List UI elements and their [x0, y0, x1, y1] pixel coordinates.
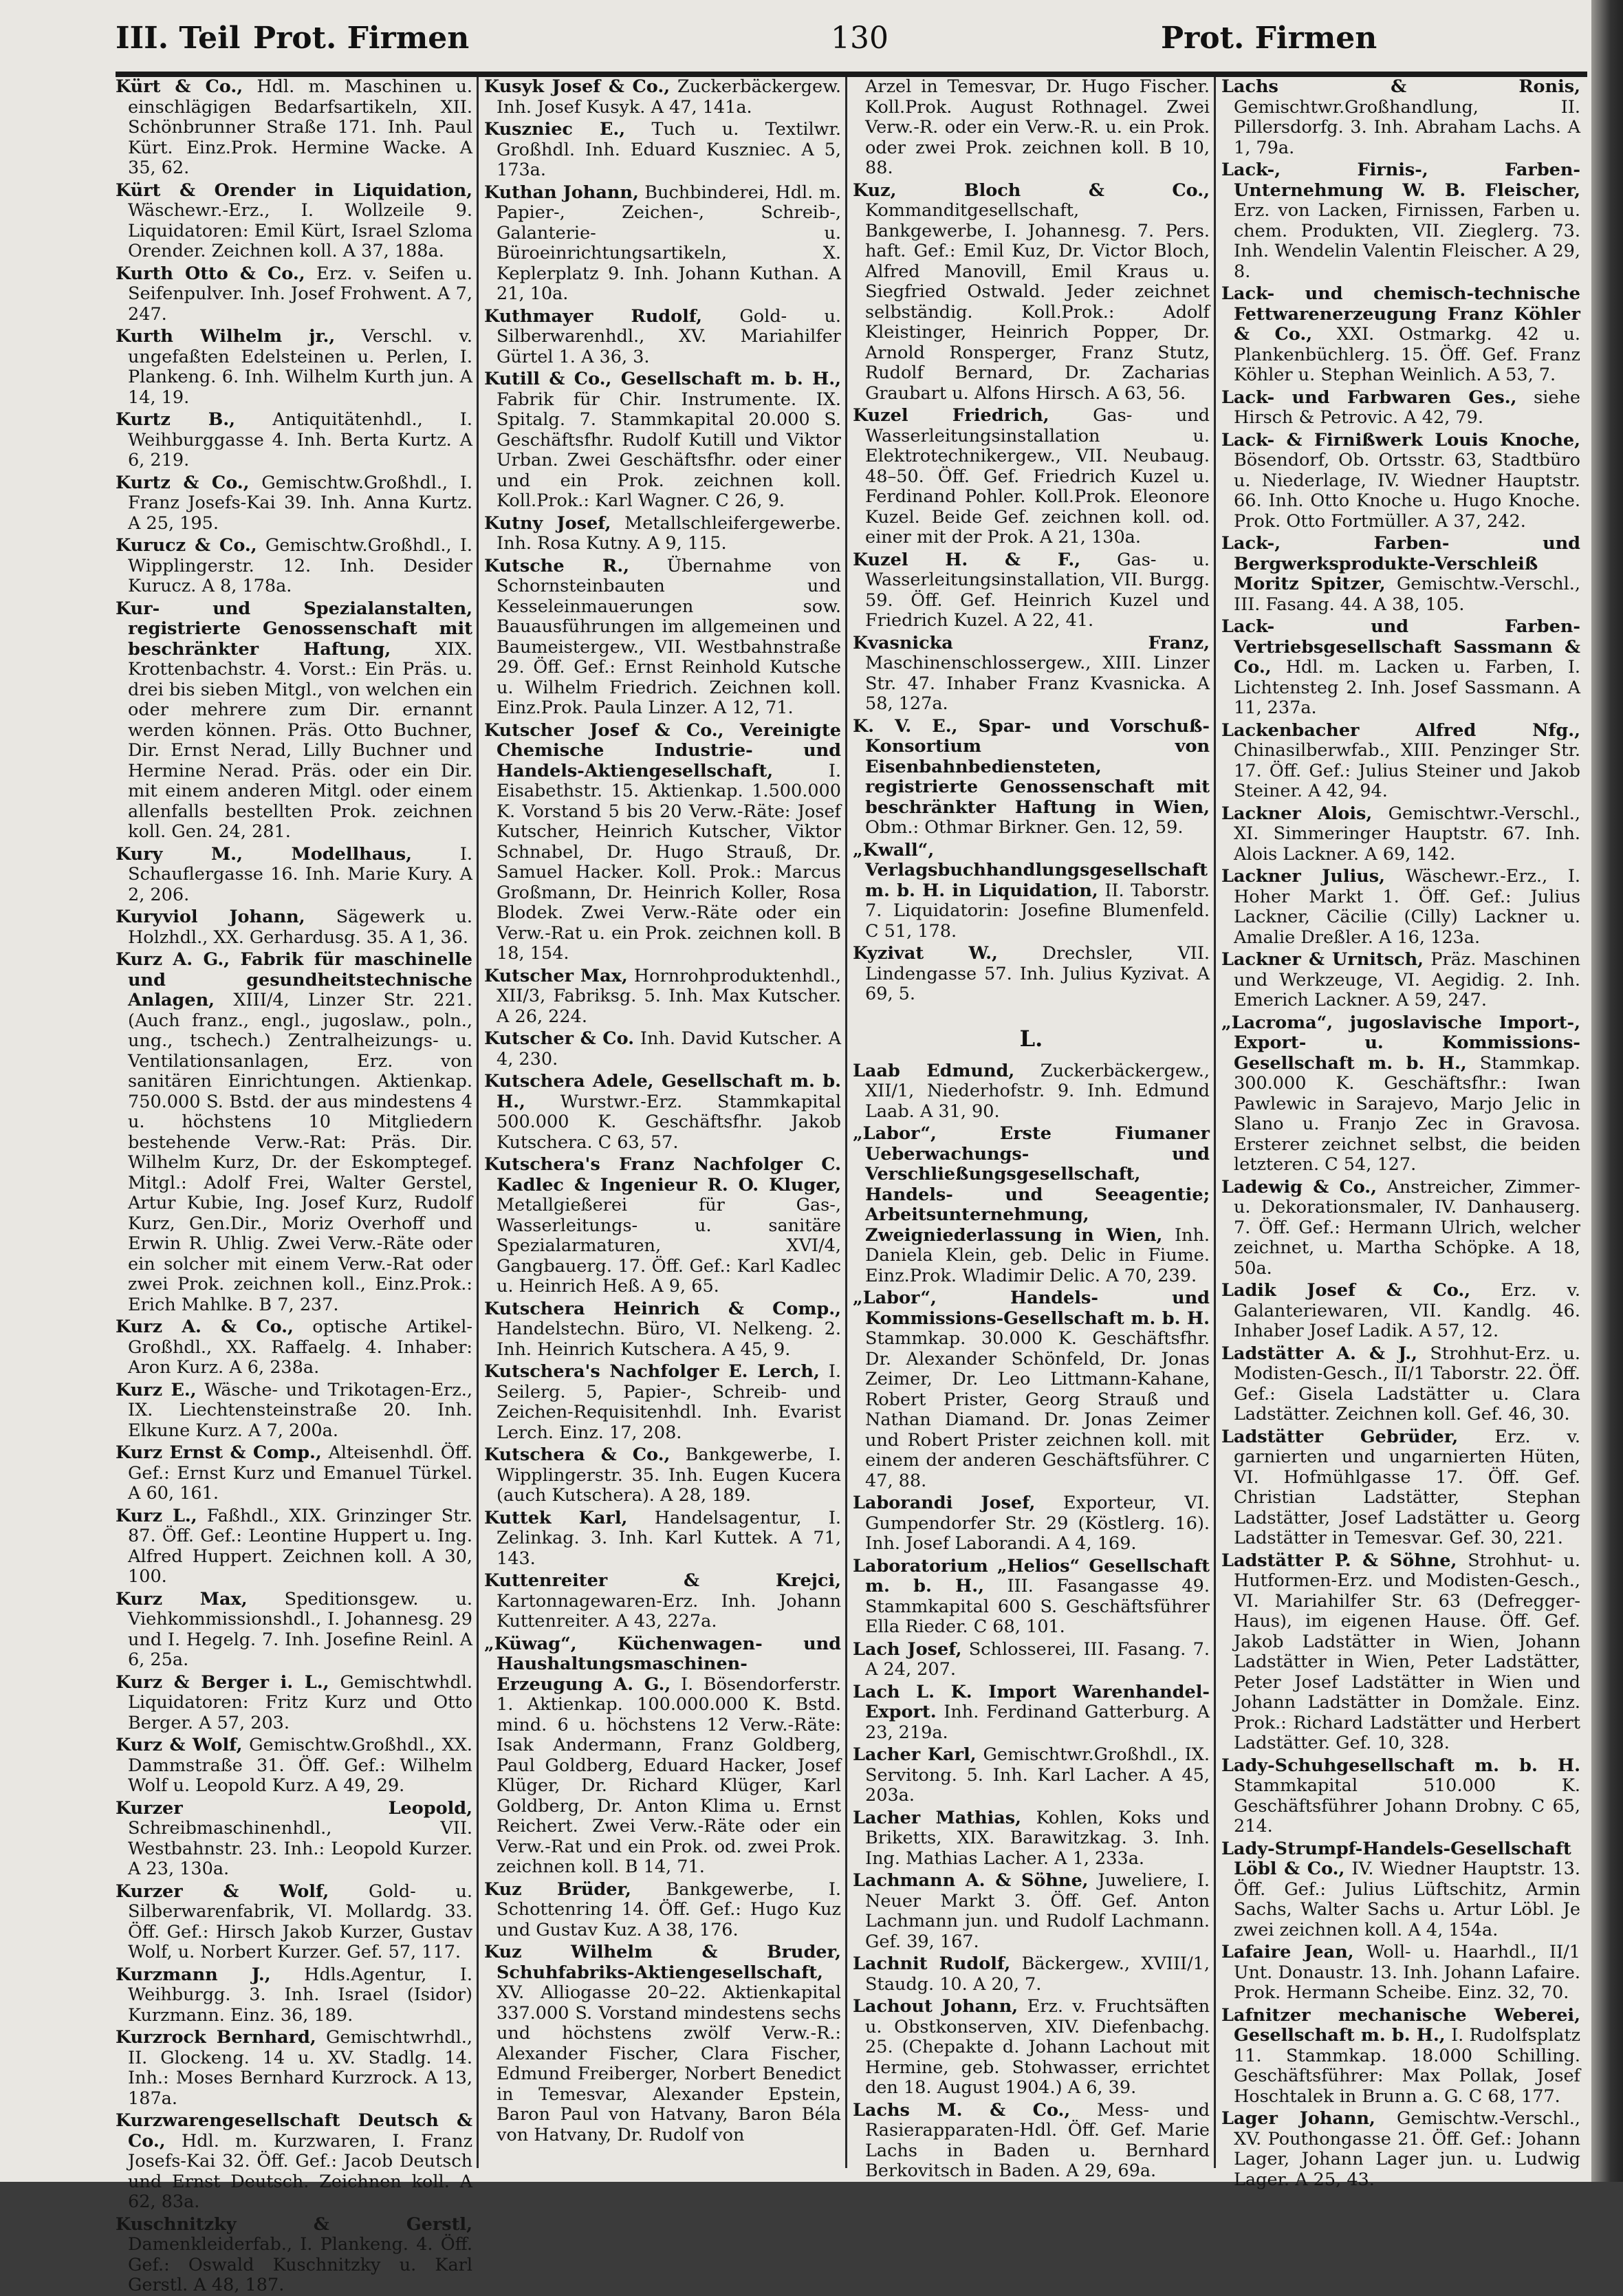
firm-details: Maschinenschlossergew., XIII. Linzer Str. 47. Inhaber Franz Kvasnicka. A 58, 127a. [865, 653, 1210, 714]
section-letter: L. [1019, 1025, 1043, 1052]
firm-name: Lack- und chemisch-technische Fettwarenerzeugung Franz Köhler & Co., [1221, 283, 1580, 345]
firm-details: Juweliere, I. Neuer Markt 3. Öff. Gef. Anton Lachmann jun. und Rudolf Lachmann. Gef. 39, 167. [865, 1870, 1210, 1952]
directory-entry [853, 1640, 1210, 1680]
firm-name: Kutschera Heinrich & Comp., [484, 1298, 841, 1319]
directory-entry [853, 1557, 1210, 1638]
firm-details: Gemischtwhdl. Liquidatoren: Fritz Kurz und Otto Berger. A 57, 203. [128, 1671, 472, 1733]
firm-name: Lackner Alois, [1221, 803, 1373, 824]
directory-entry [484, 1508, 841, 1570]
directory-entry [116, 410, 472, 471]
firm-details: Antiquitätenhdl., I. Weihburggasse 4. Inh. Berta Kurtz. A 6, 219. [128, 409, 472, 470]
firm-name: Kurzwarengesellschaft Deutsch & Co., [116, 2110, 472, 2152]
firm-details: Wurstwr.-Erz. Stammkapital 500.000 K. Geschäftsfhr. Jakob Kutschera. C 63, 57. [497, 1091, 841, 1153]
directory-entry [853, 1682, 1210, 1744]
firm-name: Kutschera's Nachfolger E. Lerch, [484, 1361, 820, 1382]
directory-entry [116, 77, 472, 179]
firm-name: Lady-Schuhgesellschaft m. b. H. [1221, 1755, 1580, 1776]
column-4 [1216, 76, 1584, 2190]
left-running-title: Prot. Firmen [253, 21, 470, 56]
page-edge-shadow [1591, 0, 1623, 2182]
directory-entry [116, 1317, 472, 1378]
firm-details: Zuckerbäckergew. Inh. Josef Kusyk. A 47, 141a. [497, 76, 842, 118]
directory-entry [853, 406, 1210, 548]
firm-details: Handelsagentur, I. Zelinkag. 3. Inh. Karl Kuttek. A 71, 143. [497, 1507, 842, 1569]
directory-entry [1221, 77, 1580, 158]
directory-entry [853, 181, 1210, 404]
directory-entry [1221, 1344, 1580, 1425]
firm-name: Ladewig & Co., [1221, 1176, 1377, 1198]
firm-name: Kuthan Johann, [484, 182, 639, 203]
part-label: III. Teil [116, 21, 241, 56]
column-2 [479, 77, 847, 2168]
firm-name: Kuschnitzky & Gerstl, [116, 2213, 472, 2235]
firm-details: Hornrohproduktenhdl., XII/3, Fabriksg. 5. Inh. Max Kutscher. A 26, 224. [497, 965, 841, 1027]
firm-name: Kutschera & Co., [484, 1444, 671, 1465]
firm-details: Gas- und Wasserleitungsinstallation u. Elektrotechnikergew., VII. Neubaug. 48–50. Öff. Gef. Friedrich Kuzel u. Ferdinand Pohler. Koll.Prok. Eleonore Kuzel. Beide Gef. zeichnen koll. od. einer mit der Prok. A 21, 130a. [865, 405, 1210, 548]
firm-details: Gemischtw.Großhdl., I. Wipplingerstr. 12. Inh. Desider Kurucz. A 8, 178a. [128, 535, 472, 596]
firm-name: Kutscher & Co. [484, 1028, 635, 1049]
firm-details: IV. Wiedner Hauptstr. 13. Öff. Gef.: Julius Lüftschitz, Armin Sachs, Walter Sachs u. Artur Löbl. Je zwei zeichnen koll. A 4, 154a. [1234, 1859, 1580, 1940]
firm-name: Kuszniec E., [484, 119, 626, 140]
directory-entry [853, 77, 1210, 179]
firm-details: Hdl. m. Kurzwaren, I. Franz Josefs-Kai 32. Öff. Gef.: Jacob Deutsch und Ernst Deutsch. Zeichnen koll. A 62, 83a. [128, 2130, 473, 2212]
firm-details: Gold- u. Silberwarenfabrik, VI. Mollardg. 33. Öff. Gef.: Hirsch Jakob Kurzer, Gustav Wolf, u. Norbert Kurzer. Gef. 57, 117. [128, 1881, 473, 1962]
directory-entry [484, 183, 841, 305]
directory-entry [1221, 431, 1580, 532]
directory-entry [1221, 284, 1580, 386]
directory-entry [1221, 1942, 1580, 2004]
directory-entry [484, 514, 841, 554]
directory-entry [1221, 1281, 1580, 1342]
firm-details: Zuckerbäckergew., XII/1, Niederhofstr. 9. Inh. Edmund Laab. A 31, 90. [865, 1060, 1210, 1122]
firm-details: I. Eisabethstr. 15. Aktienkap. 1.500.000 K. Vorstand 5 bis 20 Verw.-Räte: Josef Kutscher, Heinrich Kutscher, Viktor Schnabel, Dr. Hugo Strauß, Dr. Samuel Hacker. Koll. Prok.: Marcus Großmann, Dr. Heinrich Koller, Rosa Blodek. Zwei Verw.-Räte oder ein Verw.-Rat u. ein Prok. zeichnen koll. B 18, 154. [497, 760, 841, 964]
firm-name: Kurz A. G., Fabrik für maschinelle und gesundheitstechnische Anlagen, [116, 949, 472, 1010]
firm-name: Kuzel Friedrich, [853, 405, 1049, 426]
firm-details: Metallgießerei für Gas-, Wasserleitungs- u. sanitäre Spezialarmaturen, XVI/4, Gangbauerg. 17. Öff. Gef.: Karl Kadlec u. Heinrich Heß. A 9, 65. [497, 1195, 841, 1297]
firm-details: Schreibmaschinenhdl., VII. Westbahnstr. 23. Inh.: Leopold Kurzer. A 23, 130a. [128, 1818, 472, 1879]
directory-entry [484, 1880, 841, 1941]
firm-name: Lachs M. & Co., [853, 2099, 1071, 2121]
column-1 [110, 76, 479, 2295]
firm-name: Kurzrock Bernhard, [116, 2027, 316, 2048]
firm-name: Lady-Strumpf-Handels-Gesellschaft Löbl & Co., [1221, 1838, 1571, 1879]
firm-details: Damenkleiderfab., I. Plankeng. 4. Öff. Gef.: Oswald Kuschnitzky u. Karl Gerstl. A 48, 187. [128, 2234, 472, 2295]
directory-entry [853, 2101, 1210, 2182]
firm-name: Lack- und Farbwaren Ges., [1221, 387, 1517, 408]
directory-entry [853, 841, 1210, 942]
directory-entry [116, 473, 472, 534]
firm-name: Kvasnicka Franz, [853, 632, 1210, 653]
firm-details: Wäschewr.-Erz., I. Wollzeile 9. Liquidatoren: Emil Kürt, Israel Szloma Orender. Zeichnen koll. A 37, 188a. [128, 200, 472, 261]
directory-entry [853, 1288, 1210, 1491]
directory-entry [853, 1061, 1210, 1123]
firm-name: Kuz Brüder, [484, 1878, 631, 1900]
directory-entry [1221, 721, 1580, 802]
firm-name: Kuthmayer Rudolf, [484, 305, 703, 327]
directory-entry [853, 1808, 1210, 1870]
firm-details: I. Seilerg. 5, Papier-, Schreib- und Zeichen-Requisitenhdl. Inh. Evarist Lerch. Einz. 17, 208. [497, 1361, 841, 1443]
directory-entry [1221, 1178, 1580, 1279]
firm-details: Mess- und Rasierapparaten-Hdl. Öff. Gef. Marie Lachs in Baden u. Bernhard Berkovitsch in Baden. A 29, 69a. [865, 2099, 1210, 2181]
directory-entry [116, 1799, 472, 1880]
firm-details: Handelstechn. Büro, VI. Nelkeng. 2. Inh. Heinrich Kutschera. A 45, 9. [497, 1319, 841, 1360]
firm-name: Lackenbacher Alfred Nfg., [1221, 719, 1580, 741]
firm-name: Kutschera's Franz Nachfolger C. Kadlec & Ingenieur R. O. Kluger, [484, 1154, 841, 1195]
firm-details: XV. Alliogasse 20–22. Aktienkapital 337.000 S. Vorstand mindestens sechs und höchstens zwölf Verw.-R.: Alexander Fischer, Clara Fischer, Edmund Freiberger, Norbert Benedict in Temesvar, Alexander Epstein, Baron Paul von Hatvany, Baron Béla von Hatvany, Dr. Rudolf von [497, 1982, 841, 2145]
firm-name: Lack- und Farben-Vertriebsgesellschaft Sassmann & Co., [1221, 616, 1580, 678]
firm-name: Kuttek Karl, [484, 1507, 628, 1528]
directory-entry [116, 907, 472, 948]
directory-entry [853, 550, 1210, 631]
firm-details: Erz. von Lacken, Firnissen, Farben u. chem. Produkten, VII. Zieglerg. 73. Inh. Wendelin Valentin Fleischer. A 29, 8. [1234, 200, 1580, 282]
directory-entry [484, 77, 841, 118]
firm-name: Kurucz & Co., [116, 535, 257, 556]
firm-details: Speditionsgew. u. Viehkommissionshdl., I. Johannesg. 29 und I. Hegelg. 7. Inh. Josefine Reinl. A 6, 25a. [128, 1588, 472, 1670]
directory-entry [1221, 1013, 1580, 1176]
firm-details: Buchbinderei, Hdl. m. Papier-, Zeichen-, Schreib-, Galanterie- u. Büroeinrichtungsartikeln, X. Keplerplatz 9. Inh. Johann Kuthan. A 21, 10a. [497, 182, 842, 304]
firm-name: „Kwall“, Verlagsbuchhandlungsgesellschaft m. b. H. in Liquidation, [853, 839, 1208, 901]
directory-entry [1221, 804, 1580, 865]
directory-entry [116, 950, 472, 1315]
firm-details: Hdls.Agentur, I. Weihburgg. 3. Inh. Israel (Isidor) Kurzmann. Einz. 36, 189. [128, 1964, 472, 2026]
firm-details: Wäschewr.-Erz., I. Hoher Markt 1. Öff. Gef.: Julius Lackner, Cäcilie (Cilly) Lackner u. Amalie Dreßler. A 16, 123a. [1234, 866, 1581, 948]
directory-entry [484, 556, 841, 719]
firm-name: Kur- und Spezialanstalten, registrierte Genossenschaft mit beschränkter Haftung, [116, 598, 472, 660]
firm-details: Kommanditgesellschaft, Bankgewerbe, I. Johannesg. 7. Pers. haft. Gef.: Emil Kuz, Dr. Victor Bloch, Alfred Manovill, Emil Kraus u. Siegfried Ostwald. Jeder zeichnet selbständig. Koll.Prok.: Adolf Kleistinger, Heinrich Popper, Dr. Arnold Ronsperger, Franz Stutz, Rudolf Bernard, Dr. Zacharias Graubart u. Alfons Hirsch. A 63, 56. [865, 200, 1210, 404]
firm-details: Drechsler, VII. Lindengasse 57. Inh. Julius Kyzivat. A 69, 5. [865, 943, 1210, 1004]
directory-entry [853, 1997, 1210, 2099]
firm-name: Kurz Max, [116, 1588, 248, 1610]
firm-details: Hdl. m. Maschinen u. einschlägigen Bedarfsartikeln, XII. Schönbrunner Straße 171. Inh. Paul Kürt. Einz.Prok. Hermine Wacke. A 35, 62. [128, 76, 473, 178]
firm-details: siehe Hirsch & Petrovic. A 42, 79. [1234, 387, 1580, 428]
directory-entry [116, 2028, 472, 2109]
firm-name: Lack-, Farben- und Bergwerksprodukte-Verschleiß Moritz Spitzer, [1221, 533, 1580, 594]
firm-name: Kutill & Co., Gesellschaft m. b. H., [484, 369, 841, 389]
firm-details: III. Fasangasse 49. Stammkapital 600 S. Geschäftsführer Ella Rieder. C 68, 101. [865, 1576, 1210, 1637]
firm-name: Laborandi Josef, [853, 1493, 1036, 1513]
firm-name: Lack-, Firnis-, Farben-Unternehmung W. B. Fleischer, [1221, 160, 1580, 201]
directory-entry [484, 307, 841, 368]
firm-details: Erz. v. Fruchtsäften u. Obstkonserven, XIV. Diefenbachg. 25. (Chepakte d. Johann Lachout mit Hermine, geb. Stohwasser, errichtet den 18. August 1904.) A 6, 39. [865, 1996, 1210, 2098]
firm-details: I. Schauflergasse 16. Inh. Marie Kury. A 2, 206. [128, 843, 472, 905]
firm-details: I. Rudolfsplatz 11. Stammkap. 18.000 Schilling. Geschäftsführer: Max Pollak, Josef Hoschtalek in Brunn a. G. C 68, 177. [1234, 2025, 1580, 2107]
firm-details: Wäsche- und Trikotagen-Erz., IX. Liechtensteinstraße 20. Inh. Elkune Kurz. A 7, 200a. [128, 1379, 472, 1441]
directory-entry [116, 1590, 472, 1671]
directory-entry [1221, 534, 1580, 615]
firm-details: Gemischtw.-Verschl., XV. Pouthongasse 21. Öff. Gef.: Johann Lager, Johann Lager jun. u. Ludwig Lager. A 25, 43. [1234, 2108, 1580, 2190]
firm-name: Lackner & Urnitsch, [1221, 949, 1424, 970]
directory-entry [116, 1443, 472, 1504]
directory-entry [116, 1735, 472, 1797]
firm-details: XXI. Ostmarkg. 42 u. Plankenbüchlerg. 15. Öff. Gef. Franz Köhler u. Stephan Weinlich. A 53, 7. [1234, 324, 1580, 385]
firm-name: Laab Edmund, [853, 1060, 1015, 1081]
directory-entry [484, 1072, 841, 1153]
firm-details: Schlosserei, III. Fasang. 7. A 24, 207. [865, 1638, 1210, 1680]
firm-name: „Lacroma“, jugoslavische Import-, Export- u. Kommissions-Gesellschaft m. b. H., [1221, 1012, 1580, 1074]
firm-details: Kartonnagewaren-Erz. Inh. Johann Kuttenreiter. A 43, 227a. [497, 1590, 841, 1632]
firm-details: Sägewerk u. Holzhdl., XX. Gerhardusg. 35. A 1, 36. [128, 907, 472, 948]
directory-entry [116, 181, 472, 262]
directory-entry [853, 1871, 1210, 1952]
firm-details: Fabrik für Chir. Instrumente. IX. Spitalg. 7. Stammkapital 20.000 S. Geschäftsfhr. Rudolf Kutill und Viktor Urban. Zwei Geschäftsfhr. oder einer und ein Prok. zeichnen koll. Koll.Prok.: Karl Wagner. C 26, 9. [497, 389, 841, 511]
directory-entry [116, 1380, 472, 1442]
firm-details: XIII/4, Linzer Str. 221. (Auch franz., engl., jugoslaw., poln., ung., tschech.) Zentralheizungs- u. Ventilationsanlagen, Erz. von sanitären Einrichtungen. Aktienkap. 750.000 S. Bstd. der aus mindestens 4 u. höchstens 10 Mitgliedern bestehende Verw.-Rat: Präs. Dir. Wilhelm Kurz, Dr. der Eskomptegef. Mitgl.: Adolf Frei, Walter Gerstel, Artur Kubie, Ing. Josef Kurz, Rudolf Kurz, Gen.Dir., Moriz Overhoff und Erwin R. Uhlig. Zwei Verw.-Räte oder ein solcher mit einem Verw.-Rat oder zwei Prok. zeichnen koll., Einz.Prok.: Erich Mahlke. B 7, 237. [128, 990, 473, 1315]
directory-entry [1221, 1756, 1580, 1837]
firm-details: optische Artikel-Großhdl., XX. Raffaelg. 4. Inhaber: Aron Kurz. A 6, 238a. [128, 1317, 472, 1378]
firm-name: Lackner Julius, [1221, 866, 1386, 887]
firm-details: Hdl. m. Lacken u. Farben, I. Lichtensteg 2. Inh. Josef Sassmann. A 11, 237a. [1234, 657, 1581, 718]
firm-details: Gemischtwr.Großhdl., IX. Servitong. 5. Inh. Karl Lacher. A 45, 203a. [865, 1744, 1210, 1806]
firm-details: Erz. v. Galanteriewaren, VII. Kandlg. 46. Inhaber Josef Ladik. A 57, 12. [1234, 1280, 1581, 1341]
firm-name: „Labor“, Erste Fiumaner Ueberwachungs- und Verschließungsgesellschaft, Handels- und Seeagentie; Arbeitsunternehmung, Zweigniederlassung in Wien, [853, 1123, 1210, 1246]
firm-details: Gemischtw.Großhdl., I. Franz Josefs-Kai 39. Inh. Anna Kurtz. A 25, 195. [128, 472, 472, 534]
firm-name: Kurz Ernst & Comp., [116, 1442, 322, 1463]
firm-name: Kury M., Modellhaus, [116, 843, 413, 865]
directory-entry [853, 717, 1210, 838]
firm-details: Gas- u. Wasserleitungsinstallation, VII. Burgg. 59. Öff. Gef. Heinrich Kuzel und Friedrich Kuzel. A 22, 41. [865, 549, 1210, 631]
directory-entry [484, 1571, 841, 1632]
firm-name: Kurtz & Co., [116, 472, 250, 493]
firm-name: Kurzer Leopold, [116, 1797, 472, 1819]
directory-entry [1221, 617, 1580, 719]
firm-name: Kurth Otto & Co., [116, 263, 305, 284]
firm-name: Kuz, Bloch & Co., [853, 180, 1210, 201]
firm-details: Strohhut-Erz. u. Modisten-Gesch., II/1 Taborstr. 22. Öff. Gef.: Gisela Ladstätter u. Clara Ladstätter. Zeichnen koll. Gef. 46, 30. [1234, 1343, 1580, 1425]
firm-details: Anstreicher, Zimmer- u. Dekorationsmaler, IV. Danhauserg. 7. Öff. Gef.: Hermann Ulrich, welcher zeichnet, u. Martha Schöpke. A 18, 50a. [1234, 1176, 1580, 1279]
firm-name: Kurtz B., [116, 409, 236, 430]
firm-details: Bankgewerbe, I. Wipplingerstr. 35. Inh. Eugen Kucera (auch Kutschera). A 28, 189. [497, 1444, 841, 1506]
firm-name: Ladstätter Gebrüder, [1221, 1426, 1459, 1447]
firm-details: Stammkapital 510.000 K. Geschäftsführer Johann Drobny. C 65, 214. [1234, 1775, 1580, 1837]
firm-name: Kusyk Josef & Co., [484, 76, 671, 97]
firm-name: Kurth Wilhelm jr., [116, 326, 336, 347]
firm-details: Alteisenhdl. Öff. Gef.: Ernst Kurz und Emanuel Türkel. A 60, 161. [128, 1442, 472, 1504]
firm-name: Lacher Mathias, [853, 1807, 1022, 1828]
firm-details: Erz. v. Seifen u. Seifenpulver. Inh. Josef Frohwent. A 7, 247. [128, 263, 472, 325]
directory-entry [484, 1299, 841, 1361]
firm-name: Kutscher Max, [484, 965, 628, 986]
firm-details: Gemischtw.-Verschl., III. Fasang. 44. A 38, 105. [1234, 574, 1580, 615]
firm-name: Kürt & Co., [116, 76, 243, 97]
firm-details: Bankgewerbe, I. Schottenring 14. Öff. Gef.: Hugo Kuz und Gustav Kuz. A 38, 176. [497, 1878, 841, 1940]
right-running-title: Prot. Firmen [1161, 21, 1377, 56]
firm-name: Kuryviol Johann, [116, 907, 305, 927]
firm-name: Ladstätter A. & J., [1221, 1343, 1418, 1364]
directory-entry [853, 1745, 1210, 1806]
directory-entry [1221, 388, 1580, 429]
directory-entry [484, 966, 841, 1028]
firm-name: Kurzer & Wolf, [116, 1881, 329, 1902]
firm-details: Chinasilberwfab., XIII. Penzinger Str. 17. Öff. Gef.: Julius Steiner und Jakob Steiner. A 42, 94. [1234, 740, 1580, 801]
firm-name: Lachnit Rudolf, [853, 1953, 1011, 1974]
firm-name: „Labor“, Handels- und Kommissions-Gesellschaft m. b. H. [853, 1288, 1210, 1329]
firm-name: Kurzmann J., [116, 1964, 271, 1985]
firm-details: Exporteur, VI. Gumpendorfer Str. 29 (Köstlerg. 16). Inh. Josef Laborandi. A 4, 169. [865, 1493, 1210, 1554]
directory-entry [1221, 2006, 1580, 2108]
directory-entry [116, 1965, 472, 2026]
directory-entry [1221, 1839, 1580, 1941]
firm-details: Erz. v. garnierten und ungarnierten Hüten, VI. Hofmühlgasse 17. Öff. Gef. Christian Ladstätter, Stephan Ladstätter, Josef Ladstätter u. Georg Ladstätter in Temesvar. Gef. 30, 221. [1234, 1426, 1581, 1548]
directory-entry [484, 369, 841, 512]
firm-details: Strohhut- u. Hutformen-Erz. und Modisten-Gesch., VI. Mariahilfer Str. 63 (Defregger-Haus), im eigenen Hause. Öff. Gef. Jakob Ladstätter in Wien, Johann Ladstätter in Wien, Peter Ladstätter, Peter Josef Ladstätter in Wien und Johann Ladstätter in Domžale. Einz. Prok.: Richard Ladstätter und Herbert Ladstätter. Gef. 10, 328. [1234, 1550, 1580, 1753]
directory-entry [484, 1942, 841, 2145]
firm-details: Bäckergew., XVIII/1, Staudg. 10. A 20, 7. [865, 1953, 1210, 1995]
directory-entry [1221, 1427, 1580, 1549]
directory-entry [1221, 160, 1580, 282]
directory-entry [116, 1673, 472, 1734]
firm-name: Ladik Josef & Co., [1221, 1280, 1471, 1301]
firm-details: Tuch u. Textilwr. Großhdl. Inh. Eduard Kuszniec. A 5, 173a. [497, 119, 842, 180]
firm-name: Kurz E., [116, 1379, 197, 1400]
firm-details: Inh. Ferdinand Gatterburg. A 23, 219a. [865, 1702, 1210, 1743]
firm-name: Kurz & Wolf, [116, 1735, 243, 1755]
firm-details: Faßhdl., XIX. Grinzinger Str. 87. Öff. Gef.: Leontine Huppert u. Ing. Alfred Huppert. Zeichnen koll. A 30, 100. [128, 1505, 472, 1587]
firm-details: Verschl. v. ungefaßten Edelsteinen u. Perlen, I. Plankeng. 6. Inh. Wilhelm Kurth jun. A 14, 19. [128, 326, 473, 408]
firm-name: Lach Josef, [853, 1638, 962, 1660]
directory-entry [116, 1506, 472, 1588]
firm-name: Kuttenreiter & Krejci, [484, 1570, 841, 1591]
directory-entry [116, 845, 472, 906]
firm-name: Lachout Johann, [853, 1996, 1019, 2017]
directory-entry [116, 327, 472, 408]
firm-name: Kürt & Orender in Liquidation, [116, 180, 472, 201]
directory-entry [853, 1124, 1210, 1286]
directory-entry [1221, 867, 1580, 948]
firm-details: Woll- u. Haarhdl., II/1 Unt. Donaustr. 13. Inh. Johann Lafaire. Prok. Hermann Scheibe. Einz. 32, 70. [1234, 1942, 1580, 2003]
firm-details: Metallschleifergewerbe. Inh. Rosa Kutny. A 9, 115. [497, 512, 841, 554]
firm-name: Lacher Karl, [853, 1744, 977, 1765]
directory-entry [484, 120, 841, 181]
column-3 [847, 76, 1216, 2181]
firm-name: Ladstätter P. & Söhne, [1221, 1550, 1457, 1571]
firm-details: I. Bösendorferstr. 1. Aktienkap. 100.000.000 K. Bstd. mind. 6 u. höchstens 12 Verw.-Räte: Isak Andermann, Franz Goldberg, Paul Goldberg, Eduard Hacker, Josef Klüger, Dr. Richard Klüger, Karl Goldberg, Dr. Anton Klima u. Ernst Reichert. Zwei Verw.-Räte oder ein Verw.-Rat und ein Prok. od. zwei Prok. zeichnen koll. B 14, 71. [497, 1674, 842, 1877]
page-number: 130 [831, 21, 889, 56]
firm-name: Kurz L., [116, 1505, 197, 1526]
firm-name: „Küwag“, Küchenwagen- und Haushaltungsmaschinen-Erzeugung A. G., [484, 1633, 841, 1695]
firm-name: Kutschera Adele, Gesellschaft m. b. H., [484, 1071, 841, 1112]
directory-entry [484, 1155, 841, 1297]
directory-entry [116, 1882, 472, 1963]
firm-name: Lach L. K. Import Warenhandel-Export. [853, 1681, 1210, 1722]
firm-details: Gemischtw.Großhdl., XX. Dammstraße 31. Öff. Gef.: Wilhelm Wolf u. Leopold Kurz. A 49, 29. [128, 1735, 472, 1796]
directory-entry [116, 599, 472, 843]
directory-entry [1221, 2109, 1580, 2190]
directory-entry [116, 2111, 472, 2213]
firm-name: Kutny Josef, [484, 512, 611, 534]
firm-details: Gemischtwrhdl., II. Glockeng. 14 u. XV. Stadlg. 14. Inh.: Moses Bernhard Kurzrock. A 13, 187a. [128, 2027, 473, 2109]
firm-details: Präz. Maschinen und Werkzeuge, VI. Aegidig. 2. Inh. Emerich Lackner. A 59, 247. [1234, 949, 1580, 1010]
firm-details: XIX. Krottenbachstr. 4. Vorst.: Ein Präs. u. drei bis sieben Mitgl., von welchen ein oder mehrere zum Dir. ernannt werden können. Präs. Otto Buchner, Dir. Ernst Nerad, Lilly Buchner und Hermine Nerad. Präs. oder ein Dir. mit einem anderen Mitgl. oder einem allenfalls bestellten Prok. zeichnen koll. Gen. 24, 281. [128, 638, 472, 842]
firm-name: K. V. E., Spar- und Vorschuß-Konsortium von Eisenbahnbediensteten, registrierte Genossenschaft mit beschränkter Haftung in Wien, [853, 715, 1210, 818]
firm-details: Übernahme von Schornsteinbauten und Kesseleinmauerungen sow. Bauausführungen im allgemeinen und Baumeistergew., VII. Westbahnstraße 29. Öff. Gef.: Ernst Reinhold Kutsche u. Wilhelm Friedrich. Zeichnen koll. Einz.Prok. Paula Linzer. A 12, 71. [497, 555, 841, 718]
firm-details: Kohlen, Koks und Briketts, XIX. Barawitzkag. 3. Inh. Ing. Mathias Lacher. A 1, 233a. [865, 1807, 1210, 1869]
firm-details: Arzel in Temesvar, Dr. Hugo Fischer. Koll.Prok. August Rothnagel. Zwei Verw.-R. oder ein Verw.-R. u. ein Prok. oder zwei Prok. zeichnen koll. B 10, 88. [865, 76, 1210, 178]
page-header [116, 17, 1587, 77]
firm-details: Gold- u. Silberwarenhdl., XV. Mariahilfer Gürtel 1. A 36, 3. [497, 305, 841, 367]
firm-name: Kutscher Josef & Co., Vereinigte Chemische Industrie- und Handels-Aktiengesellschaft, [484, 719, 841, 781]
firm-name: Lachs & Ronis, [1221, 76, 1580, 97]
firm-name: Lack- & Firnißwerk Louis Knoche, [1221, 429, 1580, 451]
directory-entry [116, 536, 472, 597]
firm-name: Lafaire Jean, [1221, 1942, 1354, 1962]
directory-entry [484, 1634, 841, 1878]
directory-entry [116, 264, 472, 325]
directory-entry [116, 2215, 472, 2296]
directory-entry [484, 1445, 841, 1506]
firm-name: Kurz A. & Co., [116, 1317, 294, 1337]
firm-details: Stammkap. 30.000 K. Geschäftsfhr. Dr. Alexander Schönfeld, Dr. Jonas Zeimer, Dr. Leo Littmann-Kahane, Robert Prister, Georg Strauß und Nathan Diamand. Dr. Jonas Zeimer und Robert Prister zeichnen koll. mit einem der anderen Geschäftsführer. C 47, 88. [865, 1328, 1210, 1491]
columns [110, 76, 1585, 2295]
firm-name: Lachmann A. & Söhne, [853, 1870, 1089, 1891]
directory-entry [853, 1493, 1210, 1555]
firm-name: Kuz Wilhelm & Bruder, Schuhfabriks-Aktiengesellschaft, [484, 1942, 841, 1983]
firm-name: Kyzivat W., [853, 943, 998, 964]
firm-details: Obm.: Othmar Birkner. Gen. 12, 59. [865, 817, 1184, 838]
directory-entry [853, 1954, 1210, 1995]
firm-details: Bösendorf, Ob. Ortsstr. 63, Stadtbüro u. Niederlage, IV. Wiedner Hauptstr. 66. Inh. Otto Knoche u. Hugo Knoche. Prok. Otto Fortmüller. A 37, 242. [1234, 450, 1580, 532]
firm-details: Gemischtwr.Großhandlung, II. Pillersdorfg. 3. Inh. Abraham Lachs. A 1, 79a. [1234, 96, 1580, 158]
directory-entry [484, 721, 841, 964]
directory-entry [1221, 950, 1580, 1011]
firm-name: Kutsche R., [484, 555, 629, 576]
directory-entry [484, 1029, 841, 1070]
directory-entry [484, 1362, 841, 1443]
firm-name: Kuzel H. & F., [853, 549, 1081, 570]
directory-entry [853, 944, 1210, 1005]
firm-details: Gemischtwr.-Verschl., XI. Simmeringer Hauptstr. 67. Inh. Alois Lackner. A 69, 142. [1234, 803, 1581, 865]
firm-details: Inh. Daniela Klein, geb. Delic in Fiume. Einz.Prok. Wladimir Delic. A 70, 239. [865, 1224, 1210, 1286]
firm-details: II. Taborstr. 7. Liquidatorin: Josefine Blumenfeld. C 51, 178. [865, 880, 1210, 942]
firm-details: Stammkap. 300.000 K. Geschäftsfhr.: Iwan Pawlewic in Sarajevo, Marjo Jelic in Slano u. Franjo Zec in Gravosa. Ersterer zeichnet selbst, die beiden letzteren. C 54, 127. [1234, 1052, 1580, 1175]
firm-details: Inh. David Kutscher. A 4, 230. [497, 1028, 842, 1070]
firm-name: Lafnitzer mechanische Weberei, Gesellschaft m. b. H., [1221, 2004, 1580, 2046]
directory-entry [1221, 1551, 1580, 1754]
firm-name: Lager Johann, [1221, 2108, 1375, 2129]
firm-name: Laboratorium „Helios“ Gesellschaft m. b. H., [853, 1555, 1210, 1596]
firm-name: Kurz & Berger i. L., [116, 1671, 329, 1693]
directory-entry [853, 633, 1210, 715]
